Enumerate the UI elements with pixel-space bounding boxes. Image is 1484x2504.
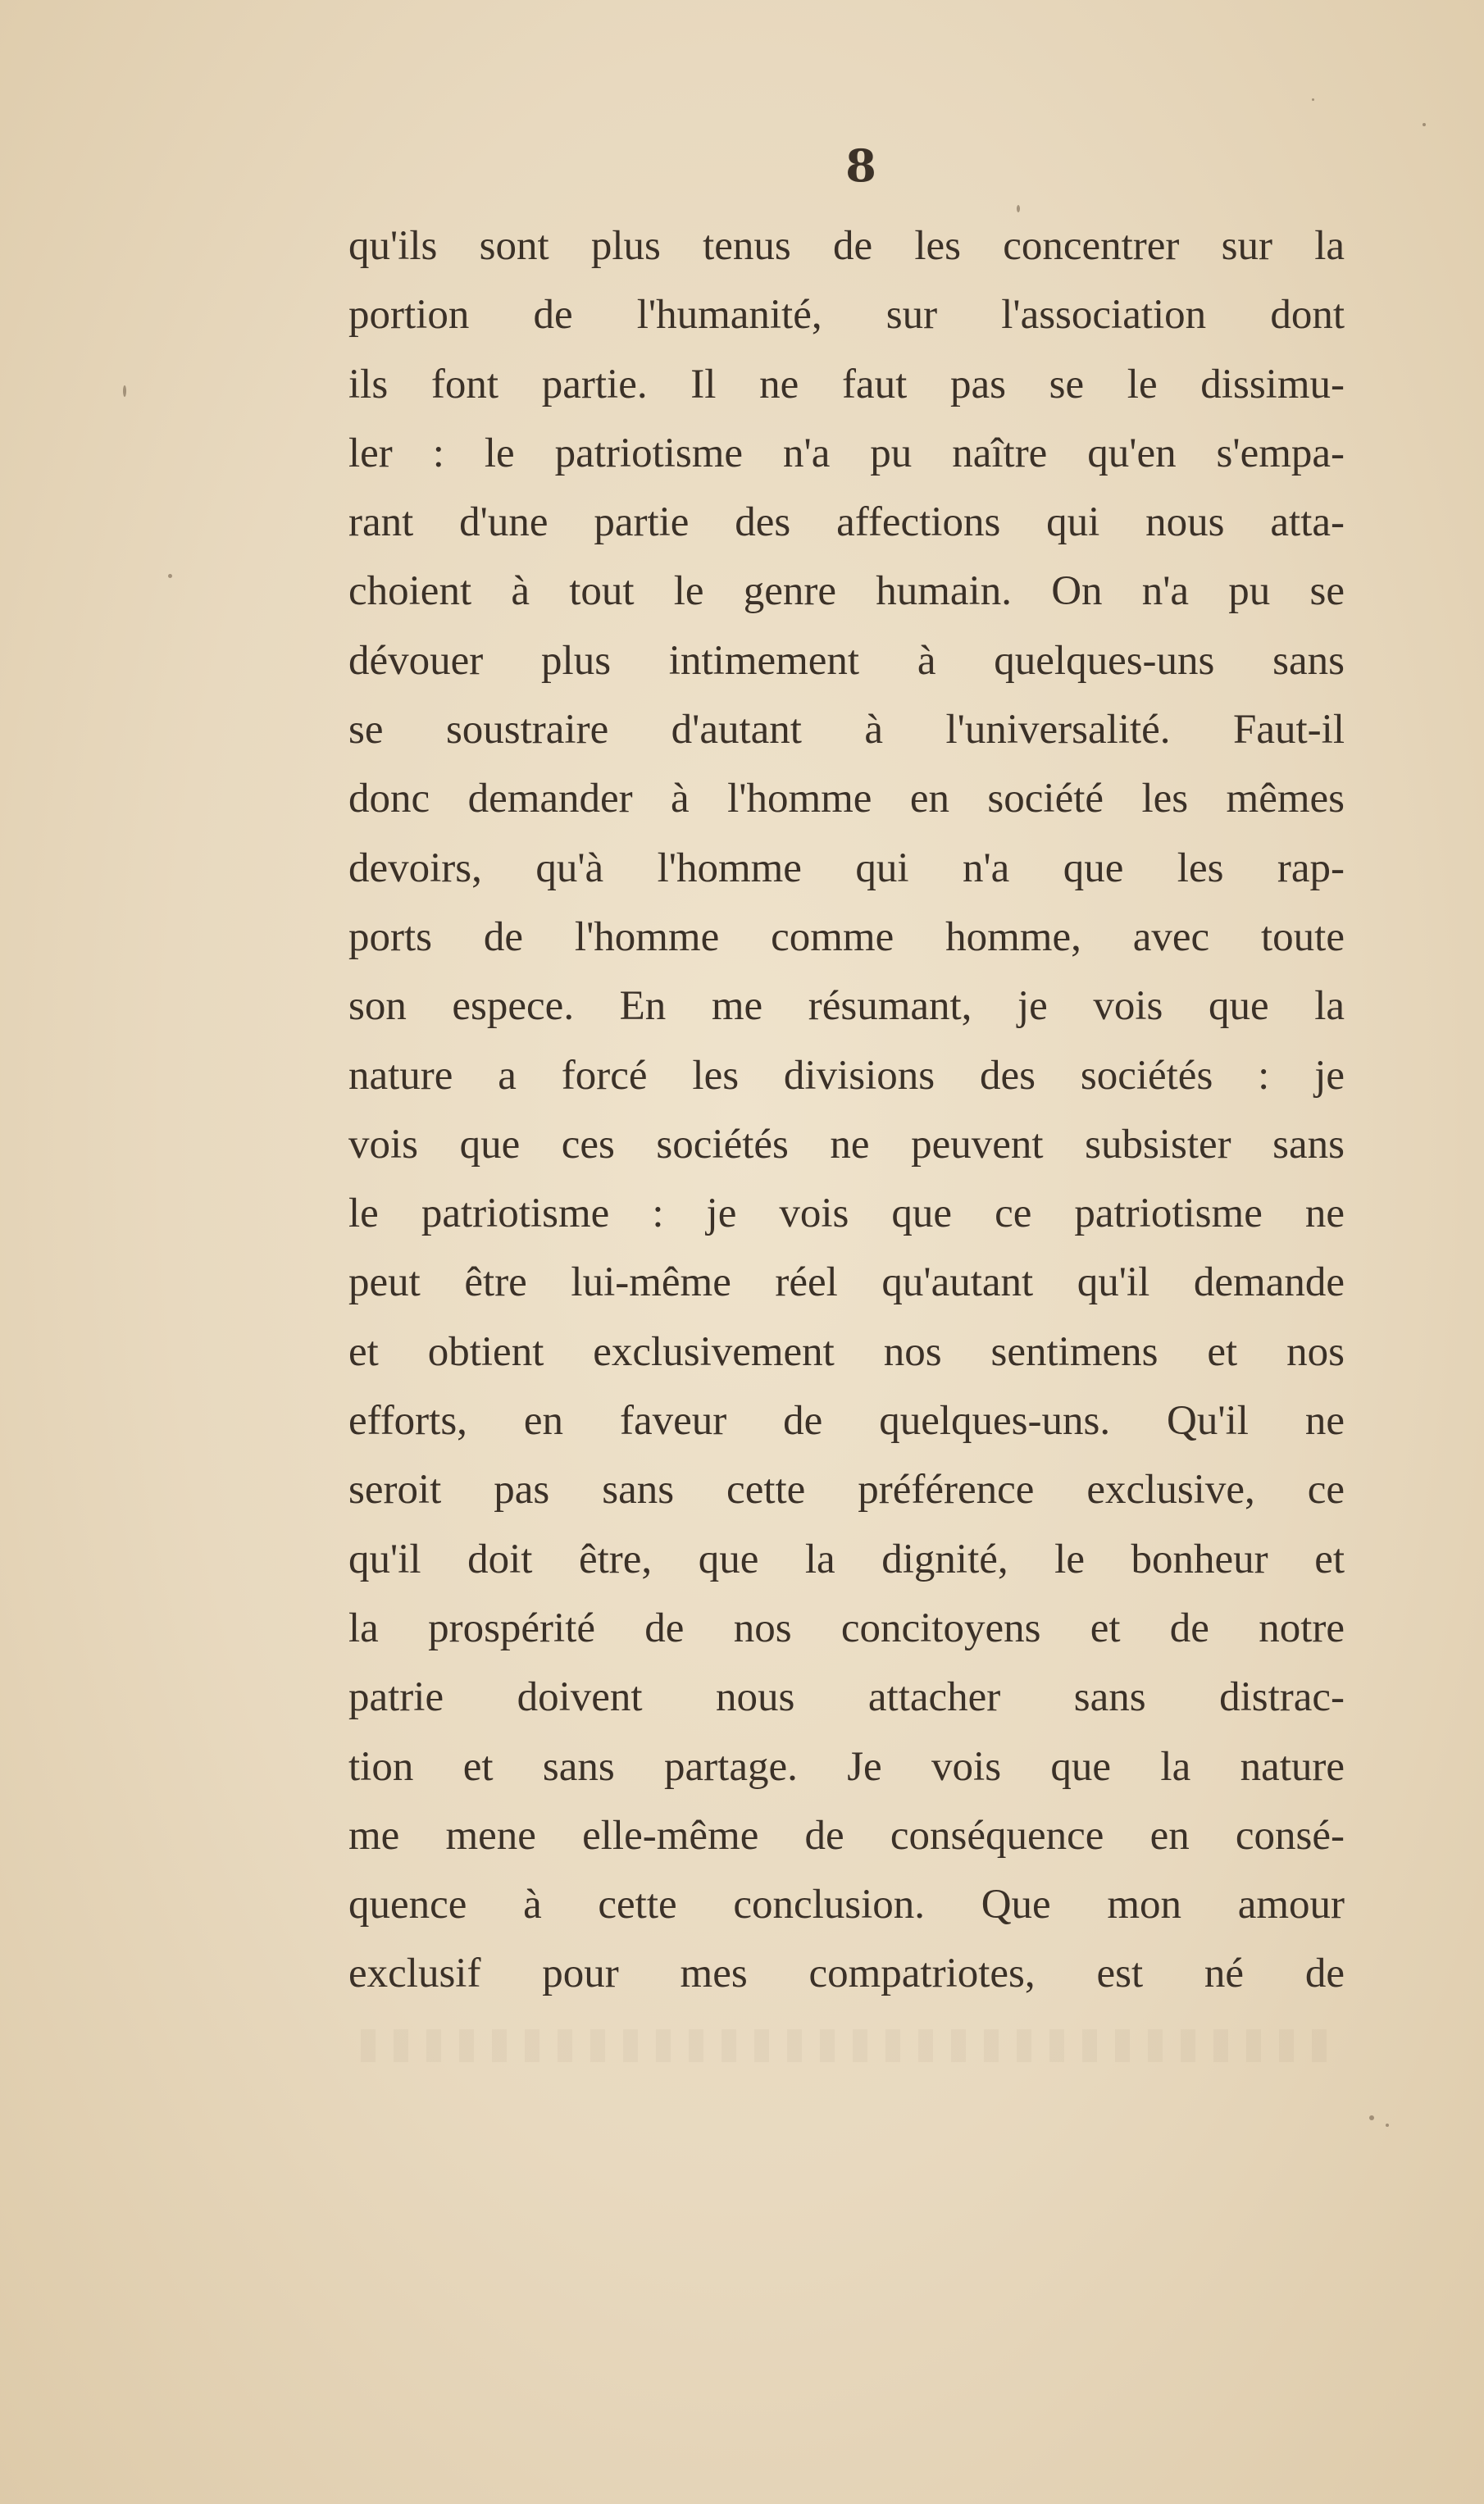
text-line: patrie doivent nous attacher sans distrac-: [348, 1674, 1345, 1721]
text-line: devoirs, qu'à l'homme qui n'a que les rap-: [348, 845, 1345, 891]
text-line: et obtient exclusivement nos sentimens et nos: [348, 1328, 1345, 1375]
text-line: efforts, en faveur de quelques-uns. Qu'il ne: [348, 1398, 1345, 1445]
text-line: qu'il doit être, que la dignité, le bonheur et: [348, 1536, 1345, 1582]
paper-speck: [168, 574, 172, 578]
text-line: dévouer plus intimement à quelques-uns sans: [348, 637, 1345, 684]
text-line: son espece. En me résumant, je vois que la: [348, 983, 1345, 1030]
text-line: qu'ils sont plus tenus de les concentrer sur la: [348, 223, 1345, 269]
paper-speck: [1423, 123, 1426, 126]
text-line: vois que ces sociétés ne peuvent subsister sans: [348, 1121, 1345, 1168]
show-through-bleed: [361, 2029, 1345, 2062]
text-line: peut être lui-même réel qu'autant qu'il demande: [348, 1259, 1345, 1306]
paper-speck: [1312, 98, 1314, 101]
text-line: ler : le patriotisme n'a pu naître qu'en s'empa-: [348, 430, 1345, 476]
paper-speck: [123, 385, 126, 397]
text-line: choient à tout le genre humain. On n'a pu se: [348, 568, 1345, 615]
text-line: donc demander à l'homme en société les mêmes: [348, 776, 1345, 822]
text-line: tion et sans partage. Je vois que la nature: [348, 1743, 1345, 1790]
text-line: ils font partie. Il ne faut pas se le dissimu-: [348, 361, 1345, 407]
paper-speck: [1017, 205, 1020, 212]
text-line: me mene elle-même de conséquence en consé-: [348, 1812, 1345, 1859]
body-text: [348, 212, 1345, 2009]
text-line: ports de l'homme comme homme, avec toute: [348, 913, 1345, 960]
text-line: portion de l'humanité, sur l'association dont: [348, 292, 1345, 339]
text-line: nature a forcé les divisions des sociétés : je: [348, 1052, 1345, 1099]
text-line: exclusif pour mes compatriotes, est né de: [348, 1951, 1345, 1997]
text-line: seroit pas sans cette préférence exclusive, ce: [348, 1467, 1345, 1514]
paper-speck: [1369, 2115, 1374, 2120]
text-line: quence à cette conclusion. Que mon amour: [348, 1882, 1345, 1928]
text-line: la prospérité de nos concitoyens et de notre: [348, 1605, 1345, 1651]
text-line: le patriotisme : je vois que ce patriotisme ne: [348, 1191, 1345, 1237]
text-line: se soustraire d'autant à l'universalité. Faut-il: [348, 707, 1345, 753]
text-line: rant d'une partie des affections qui nous atta-: [348, 499, 1345, 546]
paper-speck: [1386, 2124, 1389, 2127]
page-number: 8: [845, 139, 876, 192]
